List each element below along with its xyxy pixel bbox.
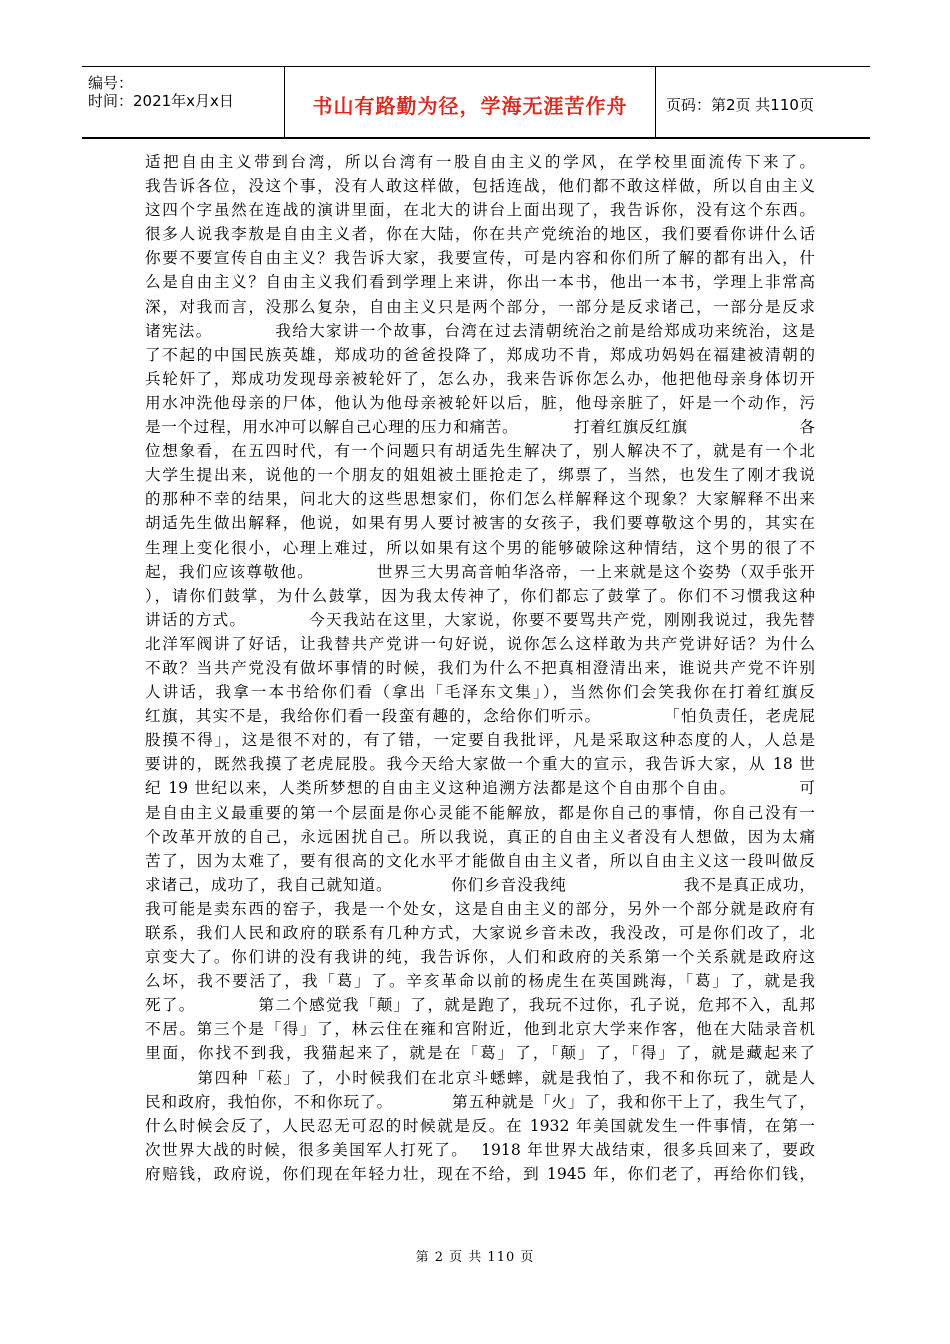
page-footer: 第 2 页 共 110 页 <box>415 1250 535 1265</box>
text-line: 我告诉各位，没这个事，没有人敢这样做，包括连战，他们都不敢这样做，所以自由主义 <box>145 177 815 196</box>
text-line: 这四个字虽然在连战的演讲里面，在北大的讲台上面出现了，我告诉你，没有这个东西。 <box>145 201 815 220</box>
text-line: 京变大了。你们讲的没有我讲的纯，我告诉你，人们和政府的关系第一个关系就是政府这 <box>145 948 815 967</box>
text-line: 么坏，我不要活了，我「葛」了。辛亥革命以前的杨虎生在英国跳海，「葛」了，就是我 <box>145 972 815 991</box>
text-line: 纪 19 世纪以来，人类所梦想的自由主义这种追溯方法都是这个自由那个自由。 可 <box>145 779 815 798</box>
text-line: 大学生提出来，说他的一个朋友的姐姐被土匪抢走了，绑票了，当然，也发生了刚才我说 <box>145 466 815 485</box>
text-line: 了不起的中国民族英雄，郑成功的爸爸投降了，郑成功不肯，郑成功妈妈在福建被清朝的 <box>145 345 815 364</box>
header-page-info: 页码：第2页 共110页 <box>666 95 814 114</box>
text-line: 是一个过程，用水冲可以解自己心理的压力和痛苦。 打着红旗反红旗 各 <box>145 418 815 437</box>
text-line: 位想象看，在五四时代，有一个问题只有胡适先生解决了，别人解决不了，就是有一个北 <box>145 442 815 461</box>
text-line: 生理上变化很小，心理上难过，所以如果有这个男的能够破除这种情结，这个男的很了不 <box>145 538 815 557</box>
text-line: 起，我们应该尊敬他。 世界三大男高音帕华洛帝，一上来就是这个姿势（双手张开 <box>145 562 815 581</box>
text-line: 股摸不得」，这是很不对的，有了错，一定要自我批评，凡是采取这种态度的人，人总是 <box>145 731 815 750</box>
text-line: 我可能是卖东西的窑子，我是一个处女，这是自由主义的部分，另外一个部分就是政府有 <box>145 899 815 918</box>
header-motto: 书山有路勤为径，学海无涯苦作舟 <box>312 93 628 118</box>
text-line: 要讲的，既然我摸了老虎屁股。我今天给大家做一个重大的宣示，我告诉大家，从 18 世 <box>145 755 815 774</box>
header-motto-cell <box>284 67 656 137</box>
text-line: 人讲话，我拿一本书给你们看（拿出「毛泽东文集」），当然你们会笑我你在打着红旗反 <box>145 683 815 702</box>
text-line: 死了。 第二个感觉我「颠」了，就是跑了，我玩不过你，孔子说，危邦不入，乱邦 <box>145 996 815 1015</box>
text-line: 第四种「菘」了，小时候我们在北京斗蟋蟀，就是我怕了，我不和你玩了，就是人 <box>145 1068 815 1087</box>
text-line: 么是自由主义？自由主义我们看到学理上来讲，你出一本书，他出一本书，学理上非常高 <box>145 273 815 292</box>
page-header <box>82 66 870 139</box>
text-line: 兵轮奸了，郑成功发现母亲被轮奸了，怎么办，我来告诉你怎么办，他把他母亲身体切开 <box>145 369 815 388</box>
text-line: 个改革开放的自己，永远困扰自己。所以我说，真正的自由主义者没有人想做，因为太痛 <box>145 827 815 846</box>
text-line: 诸宪法。 我给大家讲一个故事，台湾在过去清朝统治之前是给郑成功来统治，这是 <box>145 321 815 340</box>
text-line: 的那种不幸的结果，问北大的这些思想家们，你们怎么样解释这个现象？大家解释不出来 <box>145 490 815 509</box>
text-line: 讲话的方式。 今天我站在这里，大家说，你要不要骂共产党，刚刚我说过，我先替 <box>145 610 815 629</box>
text-line: 深，对我而言，没那么复杂，自由主义只是两个部分，一部分是反求诸己，一部分是反求 <box>145 297 815 316</box>
text-line: 里面，你找不到我，我猫起来了，就是在「葛」了，「颠」了，「得」了，就是藏起来了 <box>145 1044 815 1063</box>
document-date: 时间：2021年x月x日 <box>88 92 234 110</box>
text-line: 不居。第三个是「得」了，林云住在雍和宫附近，他到北京大学来作客，他在大陆录音机 <box>145 1020 815 1039</box>
text-line: 是自由主义最重要的第一个层面是你心灵能不能解放，都是你自己的事情，你自己没有一 <box>145 803 815 822</box>
text-line: 红旗，其实不是，我给你们看一段蛮有趣的，念给你们听示。 「怕负责任，老虎屁 <box>145 707 815 726</box>
text-line: 府赔钱，政府说，你们现在年轻力壮，现在不给，到 1945 年，你们老了，再给你们钱， <box>145 1164 815 1183</box>
document-body <box>145 150 815 1186</box>
text-line: 你要不要宣传自由主义？我告诉大家，我要宣传，可是内容和你们所了解的都有出入，什 <box>145 249 815 268</box>
text-line: 联系，我们人民和政府的联系有几种方式，大家说乡音未改，我没改，可是你们改了，北 <box>145 924 815 942</box>
text-line: 很多人说我李敖是自由主义者，你在大陆，你在共产党统治的地区，我们要看你讲什么话 <box>145 225 815 244</box>
text-line: 民和政府，我怕你，不和你玩了。 第五种就是「火」了，我和你干上了，我生气了， <box>145 1092 815 1111</box>
text-line: 求诸己，成功了，我自己就知道。 你们乡音没我纯 我不是真正成功， <box>145 875 815 894</box>
document-number-label: 编号： <box>88 74 134 92</box>
header-meta <box>82 67 284 137</box>
text-line: 适把自由主义带到台湾，所以台湾有一股自由主义的学风，在学校里面流传下来了。 <box>145 153 815 171</box>
text-line: 北洋军阀讲了好话，让我替共产党讲一句好说，说你怎么这样敢为共产党讲好话？为什么 <box>145 634 815 653</box>
text-line: 苦了，因为太难了，要有很高的文化水平才能做自由主义者，所以自由主义这一段叫做反 <box>145 851 815 870</box>
text-line: 不敢？当共产党没有做坏事情的时候，我们为什么不把真相澄清出来，谁说共产党不许别 <box>145 658 815 677</box>
header-page-info-cell <box>656 67 870 137</box>
text-line: 次世界大战的时候，很多美国军人打死了。 1918 年世界大战结束，很多兵回来了，要政 <box>145 1140 815 1159</box>
text-line: 什么时候会反了，人民忍无可忍的时候就是反。在 1932 年美国就发生一件事情，在第一 <box>145 1116 815 1135</box>
text-line: 胡适先生做出解释，他说，如果有男人要讨被害的女孩子，我们要尊敬这个男的，其实在 <box>145 514 815 533</box>
text-line: ），请你们鼓掌，为什么鼓掌，因为我太传神了，你们都忘了鼓掌了。你们不习惯我这种 <box>145 586 815 605</box>
text-line: 用水冲洗他母亲的尸体，他认为他母亲被轮奸以后，脏，他母亲脏了，奸是一个动作，污 <box>145 393 815 412</box>
